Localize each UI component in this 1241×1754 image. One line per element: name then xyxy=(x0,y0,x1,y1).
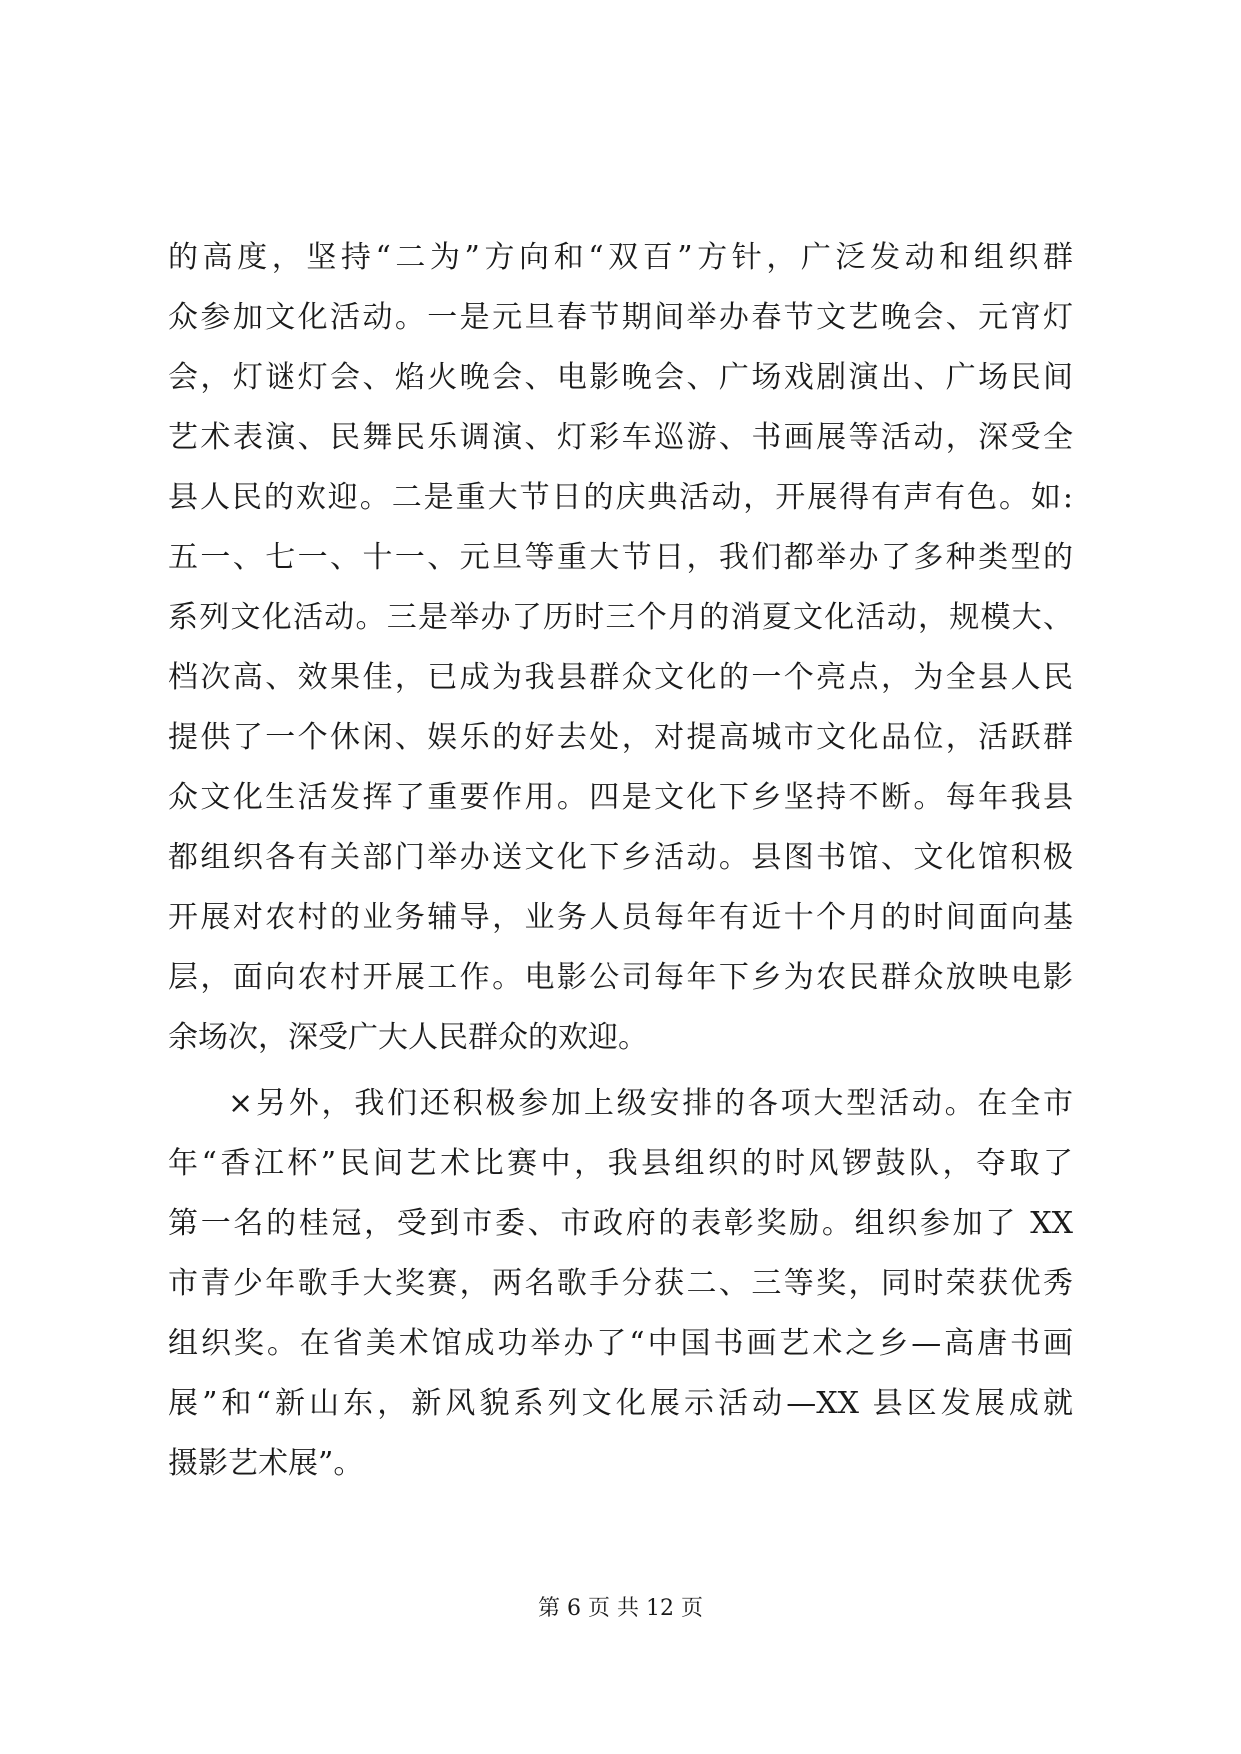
text-line: 艺术表演、民舞民乐调演、灯彩车巡游、书画展等活动，深受全 xyxy=(168,420,1073,455)
text-line: 开展对农村的业务辅导，业务人员每年有近十个月的时间面向基 xyxy=(168,900,1073,935)
text-line: 档次高、效果佳，已成为我县群众文化的一个亮点，为全县人民 xyxy=(168,660,1073,695)
text-line: 余场次，深受广大人民群众的欢迎。 xyxy=(168,1020,648,1055)
text-line: ×另外，我们还积极参加上级安排的各项大型活动。在全市 xyxy=(228,1086,1073,1121)
text-line: 县人民的欢迎。二是重大节日的庆典活动，开展得有声有色。如: xyxy=(168,480,1073,515)
text-line: 层，面向农村开展工作。电影公司每年下乡为农民群众放映电影 xyxy=(168,960,1073,995)
text-line: 会，灯谜灯会、焰火晚会、电影晚会、广场戏剧演出、广场民间 xyxy=(168,360,1073,395)
text-line: 众参加文化活动。一是元旦春节期间举办春节文艺晚会、元宵灯 xyxy=(168,300,1073,335)
text-line: 第一名的桂冠，受到市委、市政府的表彰奖励。组织参加了 XX xyxy=(168,1206,1073,1241)
paragraph-1 xyxy=(168,228,1073,1068)
text-line: 系列文化活动。三是举办了历时三个月的消夏文化活动，规模大、 xyxy=(168,600,1073,635)
paragraph-2 xyxy=(168,1074,1073,1494)
page-number-label: 第 6 页 共 12 页 xyxy=(538,1596,703,1621)
body-text xyxy=(168,228,1073,1494)
text-line: 众文化生活发挥了重要作用。四是文化下乡坚持不断。每年我县 xyxy=(168,780,1073,815)
text-line: 提供了一个休闲、娱乐的好去处，对提高城市文化品位，活跃群 xyxy=(168,720,1073,755)
text-line: 展”和“新山东，新风貌系列文化展示活动—XX 县区发展成就 xyxy=(168,1386,1073,1421)
text-line: 都组织各有关部门举办送文化下乡活动。县图书馆、文化馆积极 xyxy=(168,840,1073,875)
page-footer xyxy=(0,1594,1241,1624)
text-line: 年“香江杯”民间艺术比赛中，我县组织的时风锣鼓队，夺取了 xyxy=(168,1146,1073,1181)
text-line: 组织奖。在省美术馆成功举办了“中国书画艺术之乡—高唐书画 xyxy=(168,1326,1073,1361)
text-line: 市青少年歌手大奖赛，两名歌手分获二、三等奖，同时荣获优秀 xyxy=(168,1266,1073,1301)
text-line: 的高度，坚持“二为”方向和“双百”方针，广泛发动和组织群 xyxy=(168,240,1073,275)
text-line: 五一、七一、十一、元旦等重大节日，我们都举办了多种类型的 xyxy=(168,540,1073,575)
text-line: 摄影艺术展”。 xyxy=(168,1446,364,1481)
